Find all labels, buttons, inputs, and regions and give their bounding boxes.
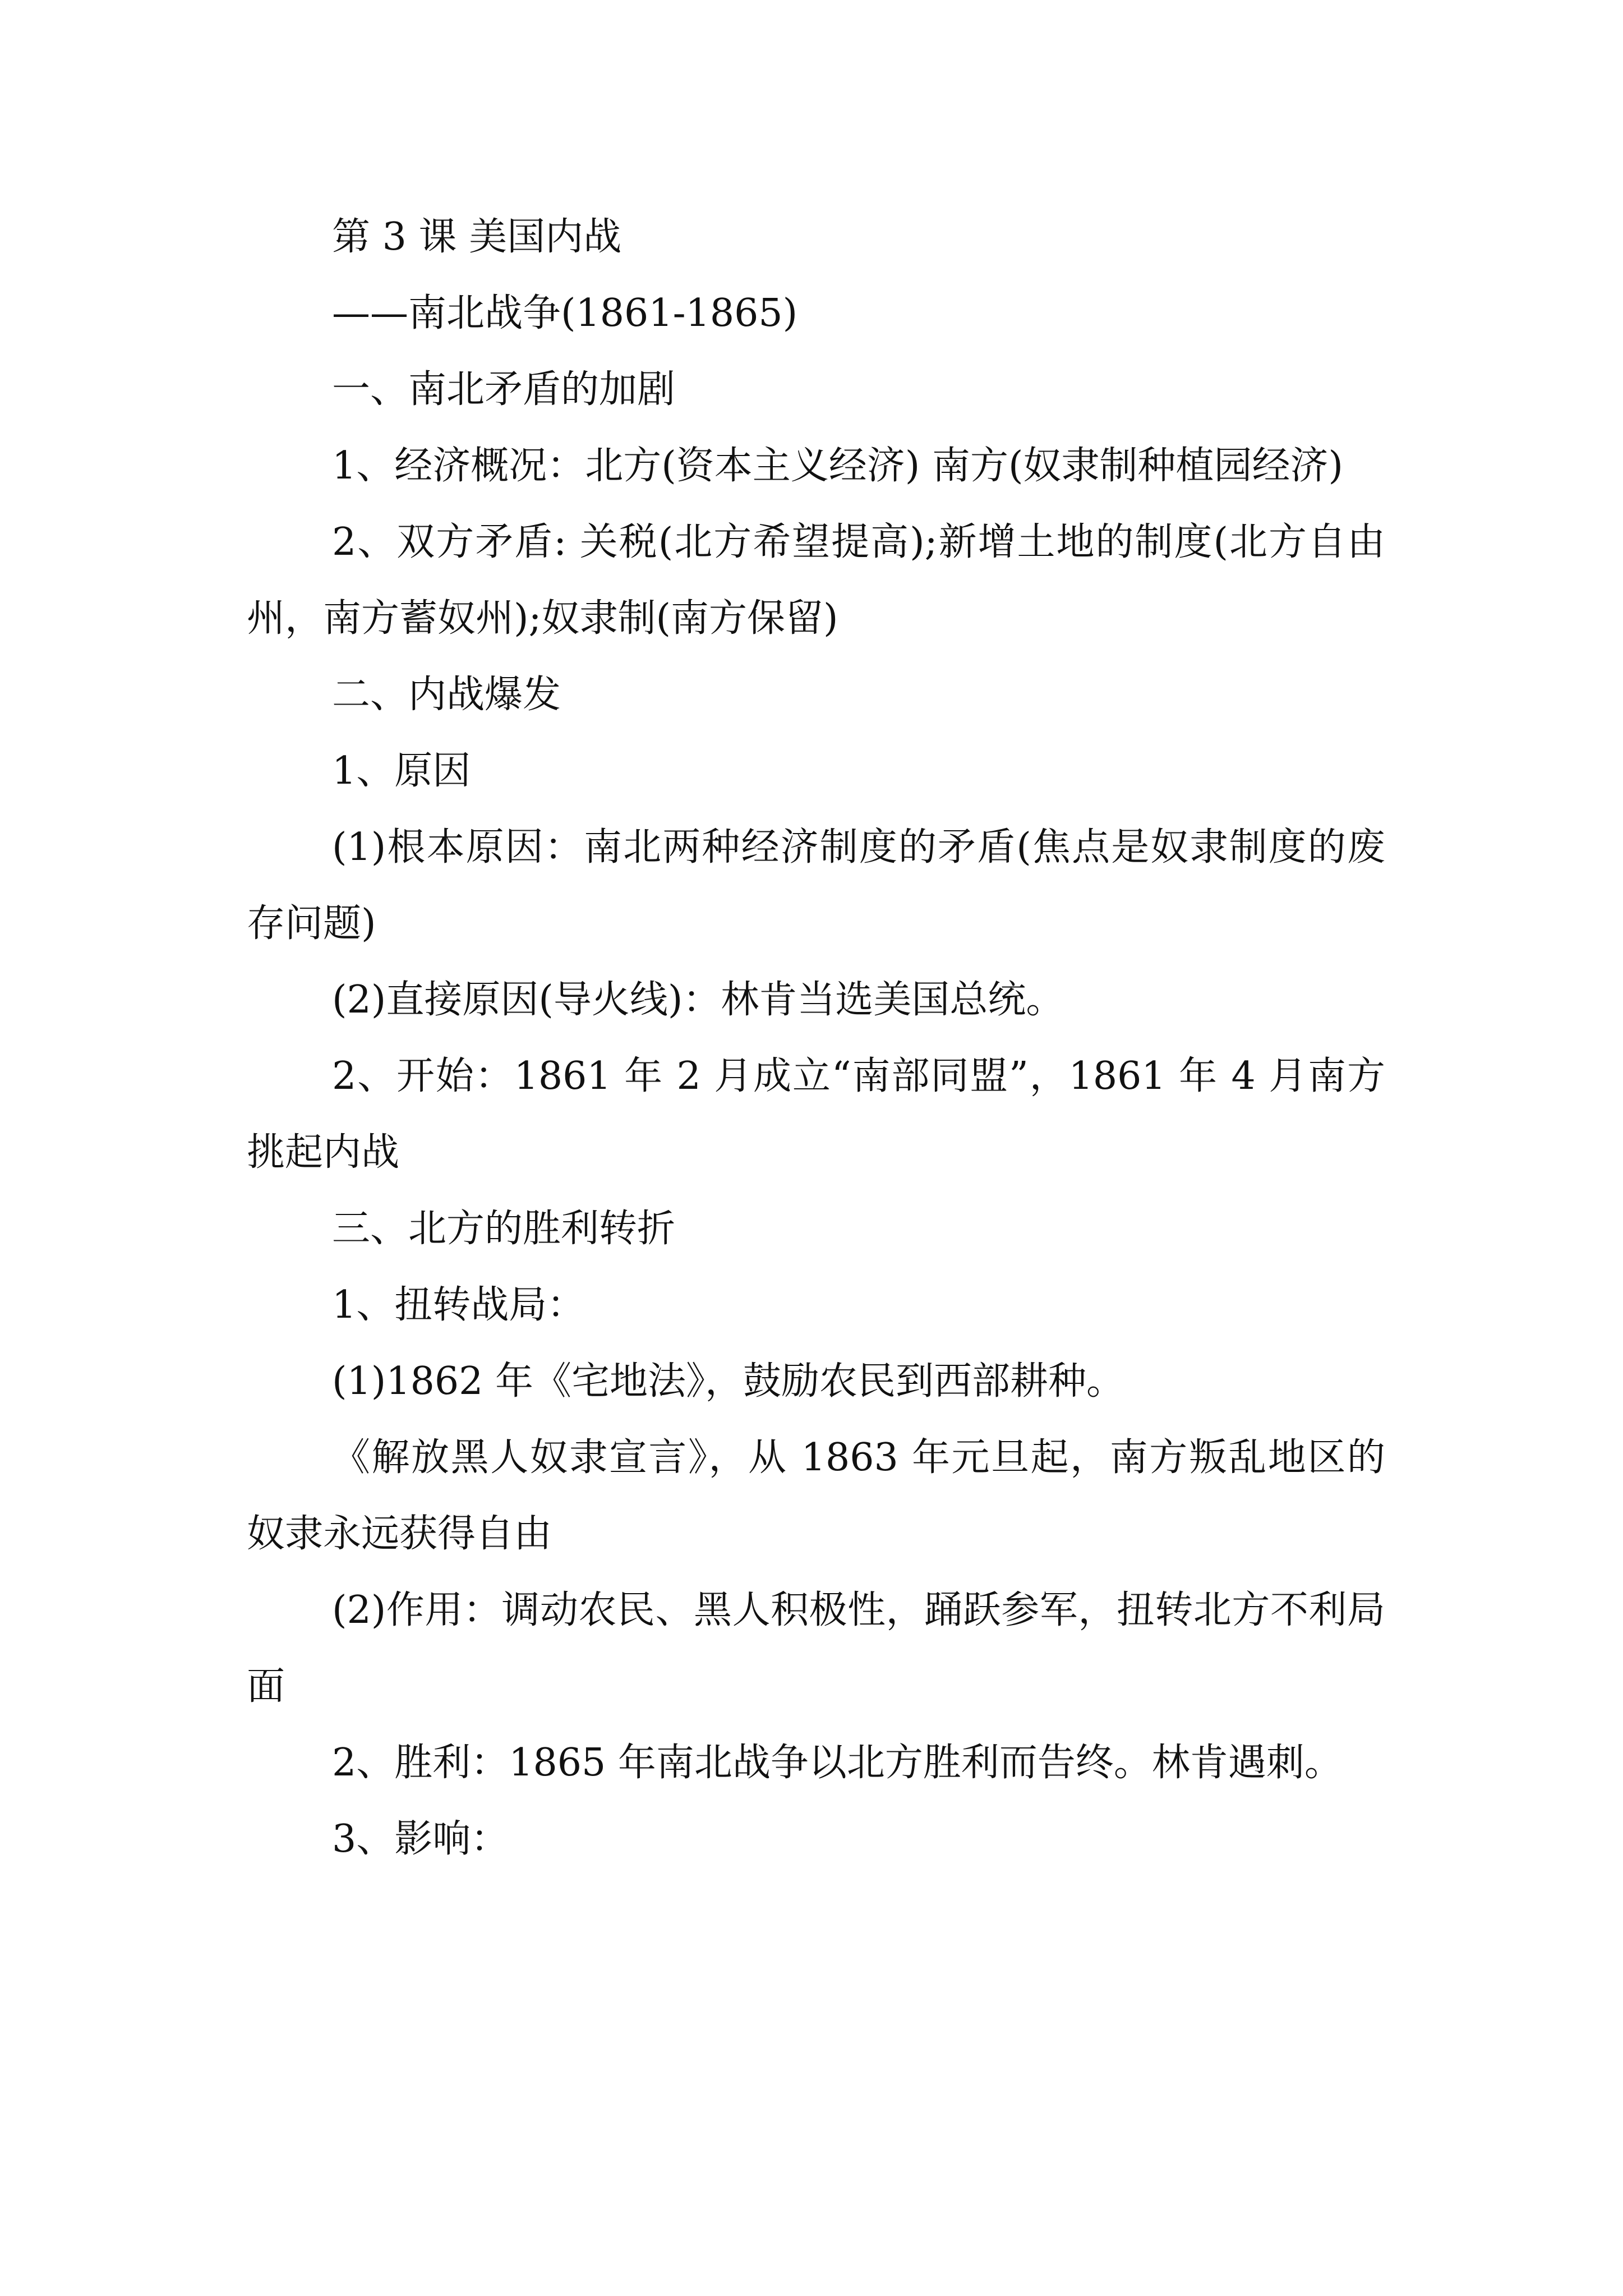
section-heading-3: 三、北方的胜利转折 [332, 1207, 676, 1251]
paragraph-causes: 1、原因 [332, 749, 471, 793]
paragraph-outbreak: 2、开始：1861 年 2 月成立“南部同盟”，1861 年 4 月南方挑起内战 [247, 1054, 1385, 1175]
paragraph-direct-cause: (2)直接原因(导火线)：林肯当选美国总统。 [332, 978, 1064, 1022]
paragraph-effect: (2)作用：调动农民、黑人积极性，踊跃参军，扭转北方不利局面 [247, 1588, 1385, 1709]
paragraph-economy: 1、经济概况：北方(资本主义经济) 南方(奴隶制种植园经济) [332, 444, 1343, 488]
lesson-title: 第 3 课 美国内战 [332, 215, 622, 259]
paragraph-influence: 3、影响： [332, 1817, 509, 1861]
paragraph-homestead-act: (1)1862 年《宅地法》，鼓励农民到西部耕种。 [332, 1359, 1124, 1404]
paragraph-victory: 2、胜利：1865 年南北战争以北方胜利而告终。林肯遇刺。 [332, 1741, 1343, 1785]
lesson-subtitle: ——南北战争(1861-1865) [332, 291, 798, 335]
document-body [247, 199, 1385, 1878]
section-heading-1: 一、南北矛盾的加剧 [332, 367, 676, 412]
paragraph-root-cause: (1)根本原因：南北两种经济制度的矛盾(焦点是奴隶制度的废存问题) [247, 825, 1385, 946]
paragraph-emancipation: 《解放黑人奴隶宣言》，从 1863 年元旦起，南方叛乱地区的奴隶永远获得自由 [247, 1435, 1385, 1556]
section-heading-2: 二、内战爆发 [332, 673, 561, 717]
paragraph-conflicts: 2、双方矛盾: 关税(北方希望提高);新增土地的制度(北方自由州，南方蓄奴州);奴隶制(南方保留) [247, 520, 1385, 641]
paragraph-turning: 1、扭转战局： [332, 1283, 585, 1327]
